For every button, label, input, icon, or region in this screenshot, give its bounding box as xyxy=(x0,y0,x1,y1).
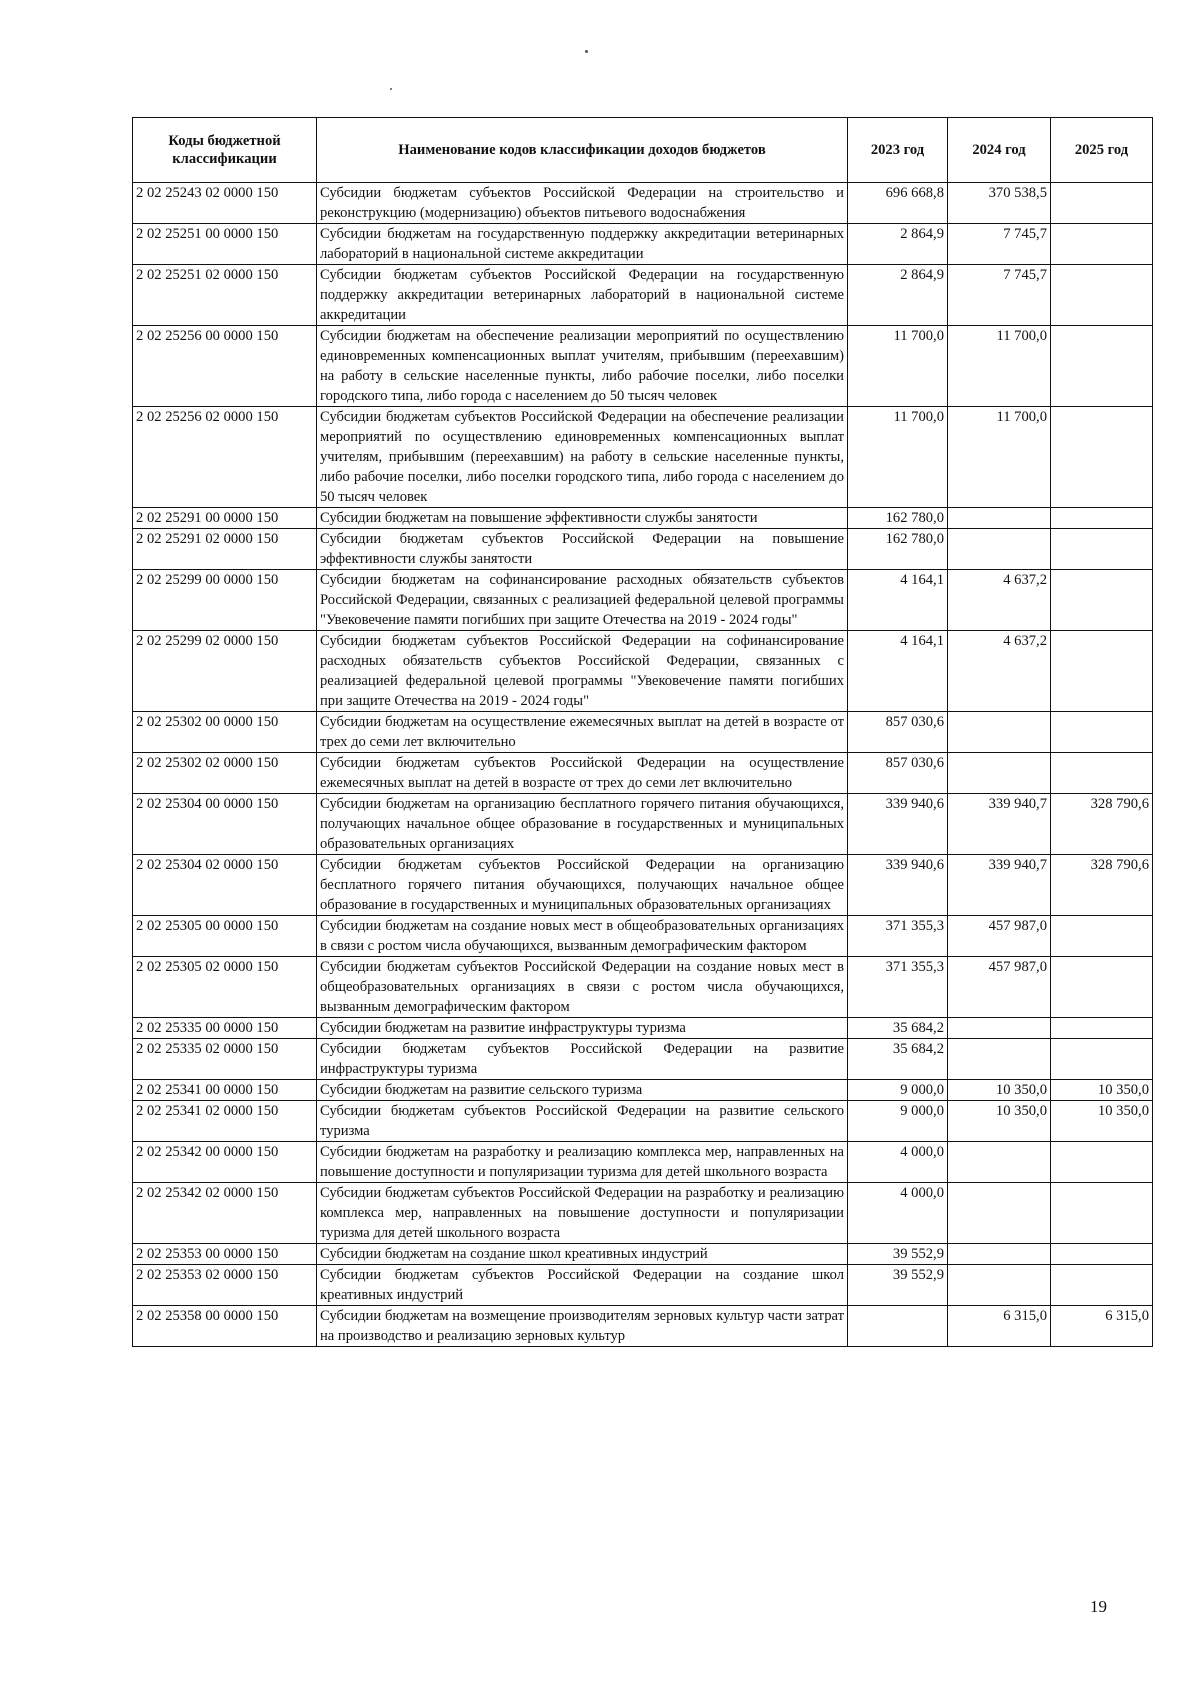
name-cell: Субсидии бюджетам на создание школ креативных индустрий xyxy=(317,1244,848,1265)
name-cell: Субсидии бюджетам субъектов Российской Федерации на осуществление ежемесячных выплат на детей в возрасте от трех до семи лет включительно xyxy=(317,753,848,794)
code-cell: 2 02 25341 00 0000 150 xyxy=(133,1080,317,1101)
value-2024-cell: 339 940,7 xyxy=(948,855,1051,916)
code-cell: 2 02 25291 00 0000 150 xyxy=(133,508,317,529)
value-2023-cell: 371 355,3 xyxy=(848,957,948,1018)
code-cell: 2 02 25299 00 0000 150 xyxy=(133,570,317,631)
value-2024-cell: 457 987,0 xyxy=(948,916,1051,957)
table-row xyxy=(133,916,1153,957)
value-2024-cell xyxy=(948,508,1051,529)
value-2025-cell xyxy=(1051,224,1153,265)
value-2025-cell xyxy=(1051,1183,1153,1244)
value-2023-cell: 9 000,0 xyxy=(848,1101,948,1142)
value-2024-cell xyxy=(948,712,1051,753)
name-cell: Субсидии бюджетам на организацию бесплатного горячего питания обучающихся, получающих начальное общее образование в государственных и муниципальных образовательных организациях xyxy=(317,794,848,855)
header-code: Коды бюджетной классификации xyxy=(133,118,317,183)
value-2023-cell: 339 940,6 xyxy=(848,855,948,916)
name-cell: Субсидии бюджетам субъектов Российской Федерации на софинансирование расходных обязательств субъектов Российской Федерации, связанных с реализацией федеральной целевой программы "Увековечение памяти погибших при защите Отечества на 2019 - 2024 годы" xyxy=(317,631,848,712)
header-2025: 2025 год xyxy=(1051,118,1153,183)
name-cell: Субсидии бюджетам субъектов Российской Федерации на организацию бесплатного горячего питания обучающихся, получающих начальное общее образование в государственных и муниципальных образовательных организациях xyxy=(317,855,848,916)
code-cell: 2 02 25353 00 0000 150 xyxy=(133,1244,317,1265)
code-cell: 2 02 25299 02 0000 150 xyxy=(133,631,317,712)
code-cell: 2 02 25256 00 0000 150 xyxy=(133,326,317,407)
name-cell: Субсидии бюджетам на возмещение производителям зерновых культур части затрат на производство и реализацию зерновых культур xyxy=(317,1306,848,1347)
table-row xyxy=(133,1101,1153,1142)
value-2023-cell: 35 684,2 xyxy=(848,1018,948,1039)
table-row xyxy=(133,753,1153,794)
value-2023-cell: 4 000,0 xyxy=(848,1142,948,1183)
value-2025-cell xyxy=(1051,326,1153,407)
value-2024-cell: 4 637,2 xyxy=(948,631,1051,712)
code-cell: 2 02 25305 00 0000 150 xyxy=(133,916,317,957)
value-2025-cell: 10 350,0 xyxy=(1051,1101,1153,1142)
header-name: Наименование кодов классификации доходов бюджетов xyxy=(317,118,848,183)
value-2023-cell: 371 355,3 xyxy=(848,916,948,957)
table-row xyxy=(133,855,1153,916)
table-row xyxy=(133,1080,1153,1101)
value-2024-cell xyxy=(948,1039,1051,1080)
value-2024-cell: 457 987,0 xyxy=(948,957,1051,1018)
name-cell: Субсидии бюджетам на осуществление ежемесячных выплат на детей в возрасте от трех до семи лет включительно xyxy=(317,712,848,753)
table-row xyxy=(133,1183,1153,1244)
code-cell: 2 02 25251 00 0000 150 xyxy=(133,224,317,265)
value-2023-cell: 162 780,0 xyxy=(848,508,948,529)
value-2023-cell: 4 164,1 xyxy=(848,631,948,712)
name-cell: Субсидии бюджетам субъектов Российской Федерации на обеспечение реализации мероприятий по осуществлению единовременных компенсационных выплат учителям, прибывшим (переехавшим) на работу в сельские населенные пункты, либо рабочие поселки, либо поселки городского типа, либо города с населением до 50 тысяч человек xyxy=(317,407,848,508)
code-cell: 2 02 25342 02 0000 150 xyxy=(133,1183,317,1244)
name-cell: Субсидии бюджетам на обеспечение реализации мероприятий по осуществлению единовременных компенсационных выплат учителям, прибывшим (переехавшим) на работу в сельские населенные пункты, либо рабочие поселки, либо поселки городского типа, либо города с населением до 50 тысяч человек xyxy=(317,326,848,407)
code-cell: 2 02 25335 00 0000 150 xyxy=(133,1018,317,1039)
table-row xyxy=(133,224,1153,265)
name-cell: Субсидии бюджетам субъектов Российской Федерации на создание школ креативных индустрий xyxy=(317,1265,848,1306)
value-2025-cell xyxy=(1051,407,1153,508)
value-2023-cell: 857 030,6 xyxy=(848,753,948,794)
value-2025-cell xyxy=(1051,957,1153,1018)
name-cell: Субсидии бюджетам субъектов Российской Федерации на повышение эффективности службы занятости xyxy=(317,529,848,570)
name-cell: Субсидии бюджетам на разработку и реализацию комплекса мер, направленных на повышение доступности и популяризации туризма для детей школьного возраста xyxy=(317,1142,848,1183)
value-2023-cell: 11 700,0 xyxy=(848,326,948,407)
table-row xyxy=(133,1265,1153,1306)
value-2023-cell: 162 780,0 xyxy=(848,529,948,570)
code-cell: 2 02 25341 02 0000 150 xyxy=(133,1101,317,1142)
value-2024-cell: 11 700,0 xyxy=(948,407,1051,508)
value-2025-cell xyxy=(1051,712,1153,753)
name-cell: Субсидии бюджетам субъектов Российской Федерации на развитие инфраструктуры туризма xyxy=(317,1039,848,1080)
value-2023-cell: 2 864,9 xyxy=(848,224,948,265)
value-2024-cell: 7 745,7 xyxy=(948,224,1051,265)
table-row xyxy=(133,508,1153,529)
value-2023-cell: 696 668,8 xyxy=(848,183,948,224)
value-2025-cell: 6 315,0 xyxy=(1051,1306,1153,1347)
code-cell: 2 02 25302 02 0000 150 xyxy=(133,753,317,794)
value-2023-cell: 339 940,6 xyxy=(848,794,948,855)
table-row xyxy=(133,326,1153,407)
name-cell: Субсидии бюджетам на софинансирование расходных обязательств субъектов Российской Федерации, связанных с реализацией федеральной целевой программы "Увековечение памяти погибших при защите Отечества на 2019 - 2024 годы" xyxy=(317,570,848,631)
value-2023-cell: 35 684,2 xyxy=(848,1039,948,1080)
value-2025-cell xyxy=(1051,1142,1153,1183)
code-cell: 2 02 25291 02 0000 150 xyxy=(133,529,317,570)
table-row xyxy=(133,957,1153,1018)
name-cell: Субсидии бюджетам субъектов Российской Федерации на государственную поддержку аккредитации ветеринарных лабораторий в национальной системе аккредитации xyxy=(317,265,848,326)
name-cell: Субсидии бюджетам на создание новых мест в общеобразовательных организациях в связи с ростом числа обучающихся, вызванным демографическим фактором xyxy=(317,916,848,957)
value-2025-cell xyxy=(1051,1265,1153,1306)
value-2024-cell: 11 700,0 xyxy=(948,326,1051,407)
table-row xyxy=(133,1039,1153,1080)
table-row xyxy=(133,407,1153,508)
value-2025-cell xyxy=(1051,1244,1153,1265)
name-cell: Субсидии бюджетам субъектов Российской Федерации на развитие сельского туризма xyxy=(317,1101,848,1142)
value-2025-cell xyxy=(1051,1039,1153,1080)
name-cell: Субсидии бюджетам субъектов Российской Федерации на создание новых мест в общеобразовательных организациях в связи с ростом числа обучающихся, вызванным демографическим фактором xyxy=(317,957,848,1018)
value-2023-cell: 11 700,0 xyxy=(848,407,948,508)
scan-speck xyxy=(390,88,392,90)
name-cell: Субсидии бюджетам субъектов Российской Федерации на разработку и реализацию комплекса мер, направленных на повышение доступности и популяризации туризма для детей школьного возраста xyxy=(317,1183,848,1244)
name-cell: Субсидии бюджетам субъектов Российской Федерации на строительство и реконструкцию (модернизацию) объектов питьевого водоснабжения xyxy=(317,183,848,224)
table-row xyxy=(133,1306,1153,1347)
code-cell: 2 02 25251 02 0000 150 xyxy=(133,265,317,326)
code-cell: 2 02 25353 02 0000 150 xyxy=(133,1265,317,1306)
code-cell: 2 02 25335 02 0000 150 xyxy=(133,1039,317,1080)
table-row xyxy=(133,794,1153,855)
value-2024-cell xyxy=(948,1244,1051,1265)
value-2023-cell xyxy=(848,1306,948,1347)
value-2023-cell: 857 030,6 xyxy=(848,712,948,753)
code-cell: 2 02 25304 00 0000 150 xyxy=(133,794,317,855)
value-2023-cell: 4 000,0 xyxy=(848,1183,948,1244)
table-row xyxy=(133,183,1153,224)
value-2024-cell xyxy=(948,1265,1051,1306)
code-cell: 2 02 25305 02 0000 150 xyxy=(133,957,317,1018)
value-2024-cell: 339 940,7 xyxy=(948,794,1051,855)
value-2024-cell: 7 745,7 xyxy=(948,265,1051,326)
value-2024-cell: 6 315,0 xyxy=(948,1306,1051,1347)
page-number: 19 xyxy=(1090,1597,1107,1616)
name-cell: Субсидии бюджетам на государственную поддержку аккредитации ветеринарных лабораторий в национальной системе аккредитации xyxy=(317,224,848,265)
table-row xyxy=(133,265,1153,326)
header-2023: 2023 год xyxy=(848,118,948,183)
code-cell: 2 02 25358 00 0000 150 xyxy=(133,1306,317,1347)
value-2025-cell: 10 350,0 xyxy=(1051,1080,1153,1101)
value-2023-cell: 4 164,1 xyxy=(848,570,948,631)
header-2024: 2024 год xyxy=(948,118,1051,183)
value-2023-cell: 9 000,0 xyxy=(848,1080,948,1101)
value-2023-cell: 39 552,9 xyxy=(848,1265,948,1306)
value-2025-cell xyxy=(1051,753,1153,794)
value-2024-cell: 10 350,0 xyxy=(948,1101,1051,1142)
code-cell: 2 02 25342 00 0000 150 xyxy=(133,1142,317,1183)
value-2024-cell xyxy=(948,1018,1051,1039)
table-header-row xyxy=(133,118,1153,183)
value-2025-cell xyxy=(1051,631,1153,712)
value-2025-cell xyxy=(1051,265,1153,326)
code-cell: 2 02 25302 00 0000 150 xyxy=(133,712,317,753)
code-cell: 2 02 25243 02 0000 150 xyxy=(133,183,317,224)
table-row xyxy=(133,631,1153,712)
table-row xyxy=(133,1142,1153,1183)
code-cell: 2 02 25304 02 0000 150 xyxy=(133,855,317,916)
value-2025-cell xyxy=(1051,570,1153,631)
value-2025-cell xyxy=(1051,183,1153,224)
name-cell: Субсидии бюджетам на развитие сельского туризма xyxy=(317,1080,848,1101)
table-row xyxy=(133,712,1153,753)
table-row xyxy=(133,1018,1153,1039)
value-2023-cell: 39 552,9 xyxy=(848,1244,948,1265)
value-2024-cell: 4 637,2 xyxy=(948,570,1051,631)
value-2023-cell: 2 864,9 xyxy=(848,265,948,326)
value-2025-cell xyxy=(1051,916,1153,957)
budget-classification-table xyxy=(132,117,1153,1347)
value-2025-cell: 328 790,6 xyxy=(1051,794,1153,855)
value-2025-cell xyxy=(1051,1018,1153,1039)
scan-speck xyxy=(585,50,588,53)
name-cell: Субсидии бюджетам на развитие инфраструктуры туризма xyxy=(317,1018,848,1039)
table-row xyxy=(133,529,1153,570)
value-2025-cell xyxy=(1051,508,1153,529)
value-2024-cell: 370 538,5 xyxy=(948,183,1051,224)
value-2024-cell xyxy=(948,529,1051,570)
value-2024-cell: 10 350,0 xyxy=(948,1080,1051,1101)
name-cell: Субсидии бюджетам на повышение эффективности службы занятости xyxy=(317,508,848,529)
code-cell: 2 02 25256 02 0000 150 xyxy=(133,407,317,508)
value-2024-cell xyxy=(948,1183,1051,1244)
value-2024-cell xyxy=(948,753,1051,794)
table-row xyxy=(133,570,1153,631)
value-2024-cell xyxy=(948,1142,1051,1183)
table-row xyxy=(133,1244,1153,1265)
value-2025-cell: 328 790,6 xyxy=(1051,855,1153,916)
value-2025-cell xyxy=(1051,529,1153,570)
